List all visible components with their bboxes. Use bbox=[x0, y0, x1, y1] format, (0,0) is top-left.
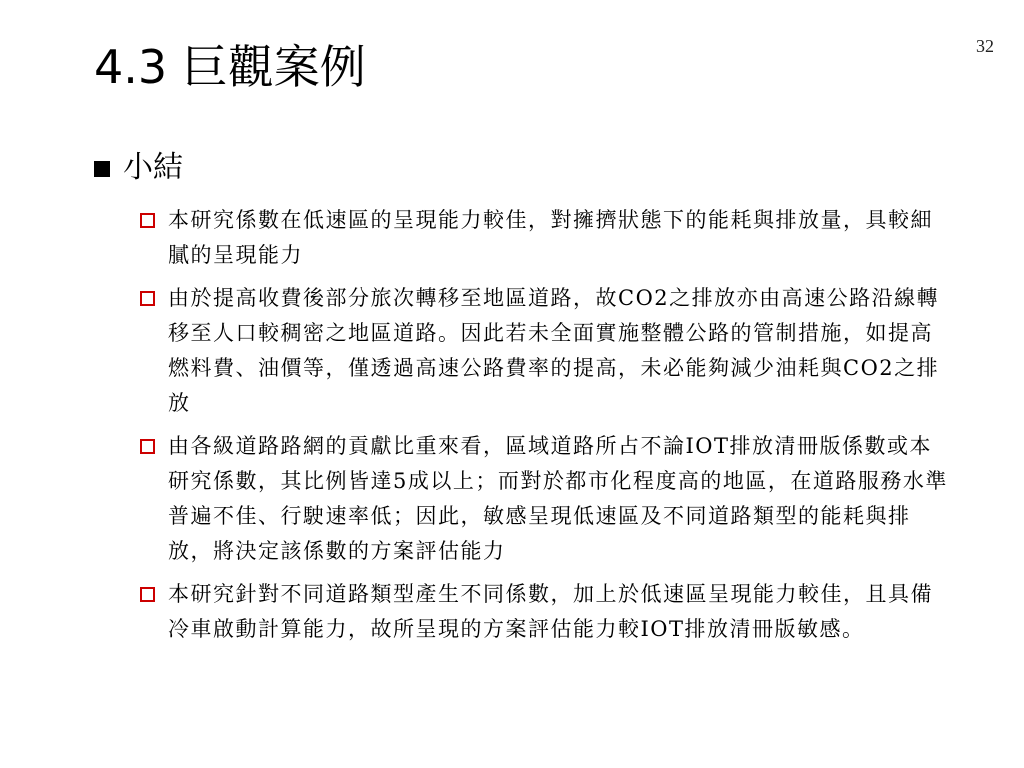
bullet-text: 本研究針對不同道路類型產生不同係數，加上於低速區呈現能力較佳，且具備冷車啟動計算能力，故所呈現的方案評估能力較IOT排放清冊版敏感。 bbox=[168, 582, 933, 641]
list-item bbox=[140, 577, 950, 647]
hollow-square-bullet-icon bbox=[140, 439, 155, 454]
bullet-text: 由各級道路路網的貢獻比重來看，區域道路所占不論IOT排放清冊版係數或本研究係數，其比例皆達5成以上；而對於都市化程度高的地區，在道路服務水準普遍不佳、行駛速率低；因此，敏感呈現低速區及不同道路類型的能耗與排放，將決定該係數的方案評估能力 bbox=[168, 434, 948, 563]
filled-square-bullet-icon bbox=[94, 161, 110, 177]
list-item bbox=[140, 281, 950, 421]
hollow-square-bullet-icon bbox=[140, 587, 155, 602]
section-heading-row bbox=[94, 150, 183, 186]
section-heading: 小結 bbox=[123, 150, 183, 185]
hollow-square-bullet-icon bbox=[140, 213, 155, 228]
bullet-list bbox=[140, 203, 950, 655]
hollow-square-bullet-icon bbox=[140, 291, 155, 306]
bullet-text: 由於提高收費後部分旅次轉移至地區道路，故CO2之排放亦由高速公路沿線轉移至人口較稠密之地區道路。因此若未全面實施整體公路的管制措施，如提高燃料費、油價等，僅透過高速公路費率的提高，未必能夠減少油耗與CO2之排放 bbox=[168, 286, 940, 415]
slide-title: 4.3 巨觀案例 bbox=[94, 40, 366, 94]
list-item bbox=[140, 429, 950, 569]
list-item bbox=[140, 203, 950, 273]
page-number: 32 bbox=[976, 36, 994, 56]
bullet-text: 本研究係數在低速區的呈現能力較佳，對擁擠狀態下的能耗與排放量，具較細膩的呈現能力 bbox=[168, 208, 933, 267]
